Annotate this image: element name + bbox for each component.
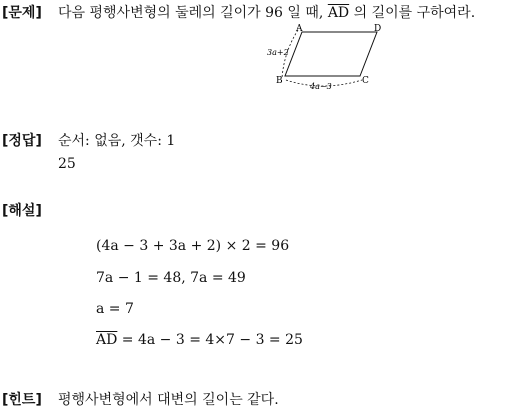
solution-line-4-rest: = 4a − 3 = 4×7 − 3 = 25 <box>117 332 303 348</box>
solution-line-3: a = 7 <box>96 301 134 317</box>
solution-label: [해설] <box>2 203 42 219</box>
solution-line-4 <box>96 332 303 348</box>
hint-text: 평행사변형에서 대변의 길이는 같다. <box>58 392 279 408</box>
answer-value: 25 <box>58 156 76 172</box>
vertex-c-label: C <box>362 76 369 86</box>
problem-segment: $\overline{AD}$ <box>327 5 350 21</box>
vertex-a-label: A <box>296 24 303 34</box>
vertex-d-label: D <box>374 24 382 34</box>
problem-text-after: 의 길이를 구하여라. <box>349 5 476 21</box>
hint-label: [힌트] <box>2 392 42 408</box>
problem-label: [문제] <box>2 5 42 21</box>
solution-segment: $\overline{AD}$ <box>96 332 118 348</box>
parallelogram-shape <box>285 32 377 76</box>
solution-line-2: 7a − 1 = 48, 7a = 49 <box>96 270 246 286</box>
answer-order-line: 순서: 없음, 갯수: 1 <box>58 133 176 149</box>
vertex-b-label: B <box>276 76 283 86</box>
solution-line-1: (4a − 3 + 3a + 2) × 2 = 96 <box>96 238 290 254</box>
bottom-side-length: 4a−3 <box>310 82 332 91</box>
parallelogram-figure <box>262 20 392 92</box>
problem-text <box>58 2 475 22</box>
problem-text-before: 다음 평행사변형의 둘레의 길이가 96 일 때, <box>58 5 328 21</box>
answer-label: [정답] <box>2 133 42 149</box>
left-side-length: 3a+2 <box>267 48 289 57</box>
